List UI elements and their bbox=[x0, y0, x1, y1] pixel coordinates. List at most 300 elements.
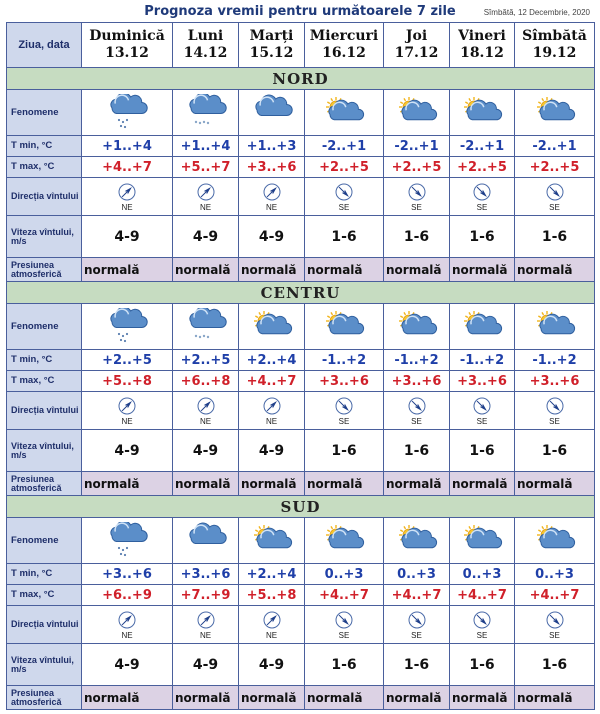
page-header bbox=[0, 0, 600, 22]
wspd-cell bbox=[82, 430, 173, 472]
pres-cell bbox=[384, 258, 450, 282]
tmin-value: +2..+4 bbox=[246, 567, 297, 582]
tmax-cell bbox=[82, 371, 173, 392]
sun-cloud-icon bbox=[250, 522, 294, 560]
tmin-value: 0..+3 bbox=[535, 567, 574, 582]
pres-cell bbox=[384, 472, 450, 496]
wind-speed-value: 4-9 bbox=[258, 228, 285, 245]
day-header bbox=[450, 23, 515, 68]
phen-cell bbox=[239, 518, 305, 564]
day-date: 16.12 bbox=[322, 45, 366, 61]
wind-speed-row bbox=[7, 644, 595, 686]
tmin-cell bbox=[384, 564, 450, 585]
phen-cell bbox=[384, 518, 450, 564]
sun-cloud-icon bbox=[395, 94, 439, 132]
wdir-cell bbox=[305, 392, 384, 430]
tmax-value: +4..+7 bbox=[102, 160, 152, 175]
wdir-cell bbox=[384, 178, 450, 216]
cloud-icon bbox=[184, 522, 228, 560]
wdir-cell bbox=[173, 178, 239, 216]
wind-direction-value: SE bbox=[476, 631, 488, 640]
wspd-cell bbox=[384, 216, 450, 258]
pres-cell bbox=[515, 472, 595, 496]
wspd-cell bbox=[515, 430, 595, 472]
wind-direction-value: SE bbox=[338, 203, 350, 212]
wdir-cell bbox=[239, 392, 305, 430]
tmax-value: +4..+7 bbox=[457, 588, 507, 603]
wind-compass-icon bbox=[546, 611, 564, 629]
wspd-cell bbox=[239, 430, 305, 472]
pressure-value: normală bbox=[241, 476, 297, 491]
sun-cloud-icon bbox=[395, 522, 439, 560]
tmin-value: -2..+1 bbox=[394, 139, 439, 154]
pressure-value: normală bbox=[386, 476, 442, 491]
phen-cell bbox=[515, 90, 595, 136]
wind-compass-icon bbox=[546, 183, 564, 201]
tmin-cell bbox=[82, 136, 173, 157]
cloud-icon bbox=[250, 94, 294, 132]
cloud-rain-icon bbox=[105, 94, 149, 132]
tmax-value: +5..+7 bbox=[180, 160, 231, 175]
region-row bbox=[7, 496, 595, 518]
pressure-value: normală bbox=[307, 262, 363, 277]
tmax-value: +4..+7 bbox=[391, 588, 442, 603]
wdir-cell bbox=[305, 606, 384, 644]
wspd-cell bbox=[450, 430, 515, 472]
wind-direction-row bbox=[7, 606, 595, 644]
wind-speed-value: 4-9 bbox=[114, 442, 140, 459]
phenomena-row bbox=[7, 90, 595, 136]
pressure-value: normală bbox=[175, 262, 231, 277]
tmin-cell bbox=[515, 350, 595, 371]
tmax-value: +2..+5 bbox=[457, 160, 507, 175]
wdir-cell bbox=[305, 178, 384, 216]
row-label: Presiunea atmosferică bbox=[7, 472, 82, 496]
tmax-cell bbox=[450, 585, 515, 606]
wind-direction-value: SE bbox=[411, 417, 422, 426]
row-label: Viteza vîntului, m/s bbox=[7, 430, 82, 472]
cloud-snow-icon bbox=[184, 308, 228, 346]
wind-speed-value: 1-6 bbox=[403, 656, 430, 673]
pressure-value: normală bbox=[307, 476, 363, 491]
phen-cell bbox=[173, 90, 239, 136]
wind-direction-value: NE bbox=[265, 631, 278, 640]
tmin-value: -1..+2 bbox=[394, 353, 439, 368]
day-date: 18.12 bbox=[460, 45, 504, 61]
pres-cell bbox=[173, 472, 239, 496]
wind-direction-value: SE bbox=[476, 203, 488, 212]
phenomena-row bbox=[7, 518, 595, 564]
tmin-cell bbox=[239, 136, 305, 157]
row-label: Presiunea atmosferică bbox=[7, 258, 82, 282]
wind-speed-value: 1-6 bbox=[469, 442, 495, 459]
wspd-cell bbox=[384, 644, 450, 686]
header-row bbox=[7, 23, 595, 68]
wspd-cell bbox=[384, 430, 450, 472]
day-date: 15.12 bbox=[249, 45, 294, 61]
day-name: Duminică bbox=[89, 28, 165, 44]
wind-speed-value: 1-6 bbox=[541, 442, 568, 459]
pressure-value: normală bbox=[84, 262, 140, 277]
tmin-cell bbox=[450, 564, 515, 585]
tmin-value: -2..+1 bbox=[459, 139, 505, 154]
tmax-cell bbox=[515, 585, 595, 606]
tmax-value: +6..+8 bbox=[180, 374, 231, 389]
tmax-cell bbox=[515, 371, 595, 392]
wdir-cell bbox=[450, 392, 515, 430]
day-date: 14.12 bbox=[183, 45, 228, 61]
phen-cell bbox=[305, 90, 384, 136]
pres-cell bbox=[82, 472, 173, 496]
wind-speed-value: 1-6 bbox=[469, 228, 495, 245]
wspd-cell bbox=[515, 216, 595, 258]
wind-direction-value: NE bbox=[199, 417, 212, 426]
wind-compass-icon bbox=[408, 611, 426, 629]
tmin-cell bbox=[82, 564, 173, 585]
wind-direction-value: SE bbox=[338, 417, 350, 426]
wind-compass-icon bbox=[263, 397, 281, 415]
row-label: T min, °C bbox=[7, 564, 82, 585]
pressure-value: normală bbox=[175, 476, 231, 491]
wind-speed-value: 4-9 bbox=[192, 656, 219, 673]
phen-cell bbox=[305, 518, 384, 564]
tmin-cell bbox=[515, 564, 595, 585]
day-header bbox=[173, 23, 239, 68]
tmax-value: +3..+6 bbox=[529, 374, 580, 389]
wdir-cell bbox=[173, 606, 239, 644]
wind-compass-icon bbox=[546, 397, 564, 415]
wind-compass-icon bbox=[118, 397, 136, 415]
day-date: 19.12 bbox=[532, 45, 577, 61]
phen-cell bbox=[450, 304, 515, 350]
wdir-cell bbox=[82, 178, 173, 216]
wind-compass-icon bbox=[473, 611, 491, 629]
wind-speed-value: 4-9 bbox=[258, 442, 285, 459]
wspd-cell bbox=[239, 216, 305, 258]
pressure-value: normală bbox=[452, 690, 508, 705]
wind-compass-icon bbox=[197, 183, 215, 201]
tmin-cell bbox=[305, 136, 384, 157]
wind-speed-row bbox=[7, 216, 595, 258]
wspd-cell bbox=[173, 644, 239, 686]
row-label: Fenomene bbox=[7, 90, 82, 136]
tmax-cell bbox=[515, 157, 595, 178]
wind-speed-value: 1-6 bbox=[331, 656, 357, 673]
wspd-cell bbox=[239, 644, 305, 686]
wind-speed-value: 4-9 bbox=[192, 442, 219, 459]
tmin-cell bbox=[450, 136, 515, 157]
wind-speed-value: 1-6 bbox=[403, 228, 430, 245]
tmax-value: +4..+7 bbox=[246, 374, 297, 389]
pressure-value: normală bbox=[452, 476, 508, 491]
wind-speed-value: 4-9 bbox=[258, 656, 285, 673]
wind-speed-value: 1-6 bbox=[541, 656, 568, 673]
day-date: 13.12 bbox=[105, 45, 149, 61]
pres-cell bbox=[515, 686, 595, 710]
wind-compass-icon bbox=[335, 397, 353, 415]
day-name: Marți bbox=[249, 28, 294, 44]
tmax-value: +3..+6 bbox=[246, 160, 297, 175]
tmax-cell bbox=[305, 157, 384, 178]
row-label: Direcția vîntului bbox=[7, 606, 82, 644]
pres-cell bbox=[173, 686, 239, 710]
tmin-value: -2..+1 bbox=[532, 139, 577, 154]
wind-compass-icon bbox=[408, 183, 426, 201]
wind-direction-value: SE bbox=[549, 203, 560, 212]
row-label: Viteza vîntului, m/s bbox=[7, 644, 82, 686]
tmin-cell bbox=[173, 350, 239, 371]
tmin-cell bbox=[384, 136, 450, 157]
tmin-row bbox=[7, 564, 595, 585]
wspd-cell bbox=[305, 216, 384, 258]
pres-cell bbox=[305, 258, 384, 282]
wspd-cell bbox=[82, 644, 173, 686]
wind-speed-value: 1-6 bbox=[331, 228, 357, 245]
region-title: CENTRU bbox=[7, 282, 595, 304]
pres-cell bbox=[173, 258, 239, 282]
pres-cell bbox=[450, 686, 515, 710]
tmin-cell bbox=[305, 564, 384, 585]
pressure-row bbox=[7, 472, 595, 496]
forecast-table bbox=[6, 22, 595, 710]
tmin-value: 0..+3 bbox=[397, 567, 436, 582]
tmin-cell bbox=[384, 350, 450, 371]
tmax-value: +2..+5 bbox=[391, 160, 442, 175]
day-name: Sîmbătă bbox=[522, 28, 587, 44]
tmax-cell bbox=[239, 585, 305, 606]
pres-cell bbox=[239, 258, 305, 282]
pressure-value: normală bbox=[386, 690, 442, 705]
region-title: SUD bbox=[7, 496, 595, 518]
row-label: Direcția vîntului bbox=[7, 178, 82, 216]
tmin-value: -1..+2 bbox=[321, 353, 367, 368]
wdir-cell bbox=[173, 392, 239, 430]
phen-cell bbox=[515, 304, 595, 350]
day-header bbox=[384, 23, 450, 68]
tmax-value: +7..+9 bbox=[180, 588, 231, 603]
tmax-cell bbox=[239, 157, 305, 178]
pres-cell bbox=[239, 686, 305, 710]
wspd-cell bbox=[305, 430, 384, 472]
tmax-value: +5..+8 bbox=[246, 588, 297, 603]
row-label: T min, °C bbox=[7, 350, 82, 371]
tmin-value: +1..+3 bbox=[246, 139, 297, 154]
phen-cell bbox=[450, 90, 515, 136]
wind-direction-value: SE bbox=[476, 417, 488, 426]
tmin-value: +1..+4 bbox=[180, 139, 231, 154]
tmin-value: -1..+2 bbox=[459, 353, 505, 368]
wind-compass-icon bbox=[263, 183, 281, 201]
wspd-cell bbox=[515, 644, 595, 686]
wind-compass-icon bbox=[118, 611, 136, 629]
wdir-cell bbox=[239, 606, 305, 644]
wind-compass-icon bbox=[335, 183, 353, 201]
tmax-cell bbox=[384, 157, 450, 178]
phen-cell bbox=[239, 304, 305, 350]
phen-cell bbox=[82, 304, 173, 350]
pressure-value: normală bbox=[517, 690, 573, 705]
tmin-row bbox=[7, 136, 595, 157]
tmax-value: +4..+7 bbox=[529, 588, 580, 603]
day-name: Miercuri bbox=[309, 28, 379, 44]
pres-cell bbox=[239, 472, 305, 496]
tmax-cell bbox=[384, 585, 450, 606]
wind-speed-value: 4-9 bbox=[114, 228, 140, 245]
pres-cell bbox=[305, 472, 384, 496]
tmax-cell bbox=[82, 157, 173, 178]
tmax-value: +2..+5 bbox=[529, 160, 580, 175]
wind-compass-icon bbox=[263, 611, 281, 629]
tmax-row bbox=[7, 585, 595, 606]
phen-cell bbox=[515, 518, 595, 564]
tmin-value: +1..+4 bbox=[102, 139, 152, 154]
tmin-cell bbox=[173, 564, 239, 585]
pressure-row bbox=[7, 686, 595, 710]
tmax-value: +4..+7 bbox=[319, 588, 369, 603]
wspd-cell bbox=[173, 216, 239, 258]
pressure-value: normală bbox=[84, 690, 140, 705]
day-name: Vineri bbox=[458, 28, 506, 44]
pres-cell bbox=[82, 686, 173, 710]
wdir-cell bbox=[450, 178, 515, 216]
day-date: 17.12 bbox=[394, 45, 439, 61]
wdir-cell bbox=[82, 392, 173, 430]
tmin-row bbox=[7, 350, 595, 371]
phen-cell bbox=[82, 518, 173, 564]
wind-direction-value: SE bbox=[411, 631, 422, 640]
tmax-cell bbox=[305, 371, 384, 392]
wind-compass-icon bbox=[118, 183, 136, 201]
row-label: Direcția vîntului bbox=[7, 392, 82, 430]
wind-speed-value: 4-9 bbox=[114, 656, 140, 673]
wspd-cell bbox=[450, 644, 515, 686]
tmax-cell bbox=[173, 157, 239, 178]
tmin-cell bbox=[239, 350, 305, 371]
cloud-rain-icon bbox=[105, 522, 149, 560]
day-header bbox=[515, 23, 595, 68]
wdir-cell bbox=[384, 392, 450, 430]
row-label: Fenomene bbox=[7, 304, 82, 350]
sun-cloud-icon bbox=[250, 308, 294, 346]
tmin-cell bbox=[82, 350, 173, 371]
pres-cell bbox=[515, 258, 595, 282]
tmin-value: +2..+5 bbox=[102, 353, 152, 368]
page-date: Sîmbătă, 12 Decembrie, 2020 bbox=[483, 8, 590, 17]
wind-speed-value: 1-6 bbox=[469, 656, 495, 673]
tmin-value: +2..+4 bbox=[246, 353, 297, 368]
tmax-value: +3..+6 bbox=[457, 374, 507, 389]
phen-cell bbox=[239, 90, 305, 136]
pressure-value: normală bbox=[517, 262, 573, 277]
cloud-snow-icon bbox=[184, 94, 228, 132]
wind-compass-icon bbox=[197, 611, 215, 629]
phen-cell bbox=[173, 518, 239, 564]
tmin-cell bbox=[239, 564, 305, 585]
tmax-value: +2..+5 bbox=[319, 160, 369, 175]
phen-cell bbox=[173, 304, 239, 350]
tmin-value: -1..+2 bbox=[532, 353, 577, 368]
row-label: T max, °C bbox=[7, 585, 82, 606]
row-label: T max, °C bbox=[7, 157, 82, 178]
wind-compass-icon bbox=[408, 397, 426, 415]
row-label: T min, °C bbox=[7, 136, 82, 157]
tmax-cell bbox=[384, 371, 450, 392]
page-title: Prognoza vremii pentru următoarele 7 zile bbox=[144, 4, 456, 19]
phen-cell bbox=[384, 90, 450, 136]
wind-compass-icon bbox=[197, 397, 215, 415]
sun-cloud-icon bbox=[460, 308, 504, 346]
region-title: NORD bbox=[7, 68, 595, 90]
wind-direction-value: NE bbox=[199, 203, 212, 212]
wind-speed-value: 1-6 bbox=[331, 442, 357, 459]
sun-cloud-icon bbox=[395, 308, 439, 346]
pressure-row bbox=[7, 258, 595, 282]
tmax-value: +3..+6 bbox=[319, 374, 369, 389]
wind-direction-value: SE bbox=[338, 631, 350, 640]
pressure-value: normală bbox=[84, 476, 140, 491]
tmax-value: +5..+8 bbox=[102, 374, 152, 389]
tmin-cell bbox=[173, 136, 239, 157]
wdir-cell bbox=[515, 178, 595, 216]
wind-direction-row bbox=[7, 178, 595, 216]
sun-cloud-icon bbox=[460, 522, 504, 560]
tmin-cell bbox=[515, 136, 595, 157]
tmax-cell bbox=[450, 371, 515, 392]
wspd-cell bbox=[173, 430, 239, 472]
wind-direction-value: NE bbox=[121, 417, 133, 426]
row-label: T max, °C bbox=[7, 371, 82, 392]
tmax-cell bbox=[305, 585, 384, 606]
tmax-cell bbox=[450, 157, 515, 178]
wdir-cell bbox=[515, 606, 595, 644]
day-name: Joi bbox=[405, 28, 428, 44]
pressure-value: normală bbox=[175, 690, 231, 705]
sun-cloud-icon bbox=[533, 308, 577, 346]
wspd-cell bbox=[450, 216, 515, 258]
sun-cloud-icon bbox=[322, 94, 366, 132]
tmin-value: 0..+3 bbox=[462, 567, 502, 582]
row-label: Presiunea atmosferică bbox=[7, 686, 82, 710]
phen-cell bbox=[305, 304, 384, 350]
phen-cell bbox=[384, 304, 450, 350]
wdir-cell bbox=[450, 606, 515, 644]
wind-direction-value: SE bbox=[411, 203, 422, 212]
phenomena-row bbox=[7, 304, 595, 350]
row-label: Viteza vîntului, m/s bbox=[7, 216, 82, 258]
wind-direction-value: NE bbox=[265, 203, 278, 212]
pres-cell bbox=[450, 472, 515, 496]
cloud-rain-icon bbox=[105, 308, 149, 346]
wind-speed-value: 4-9 bbox=[192, 228, 219, 245]
tmin-value: -2..+1 bbox=[321, 139, 367, 154]
pressure-value: normală bbox=[517, 476, 573, 491]
tmax-cell bbox=[239, 371, 305, 392]
phen-cell bbox=[82, 90, 173, 136]
tmin-value: +2..+5 bbox=[180, 353, 231, 368]
pressure-value: normală bbox=[241, 262, 297, 277]
tmax-value: +3..+6 bbox=[391, 374, 442, 389]
wind-speed-row bbox=[7, 430, 595, 472]
tmax-cell bbox=[82, 585, 173, 606]
wind-direction-value: NE bbox=[121, 203, 133, 212]
day-header bbox=[82, 23, 173, 68]
wdir-cell bbox=[515, 392, 595, 430]
tmin-value: +3..+6 bbox=[180, 567, 231, 582]
tmax-value: +6..+9 bbox=[102, 588, 152, 603]
pres-cell bbox=[305, 686, 384, 710]
tmax-cell bbox=[173, 371, 239, 392]
wind-compass-icon bbox=[473, 183, 491, 201]
